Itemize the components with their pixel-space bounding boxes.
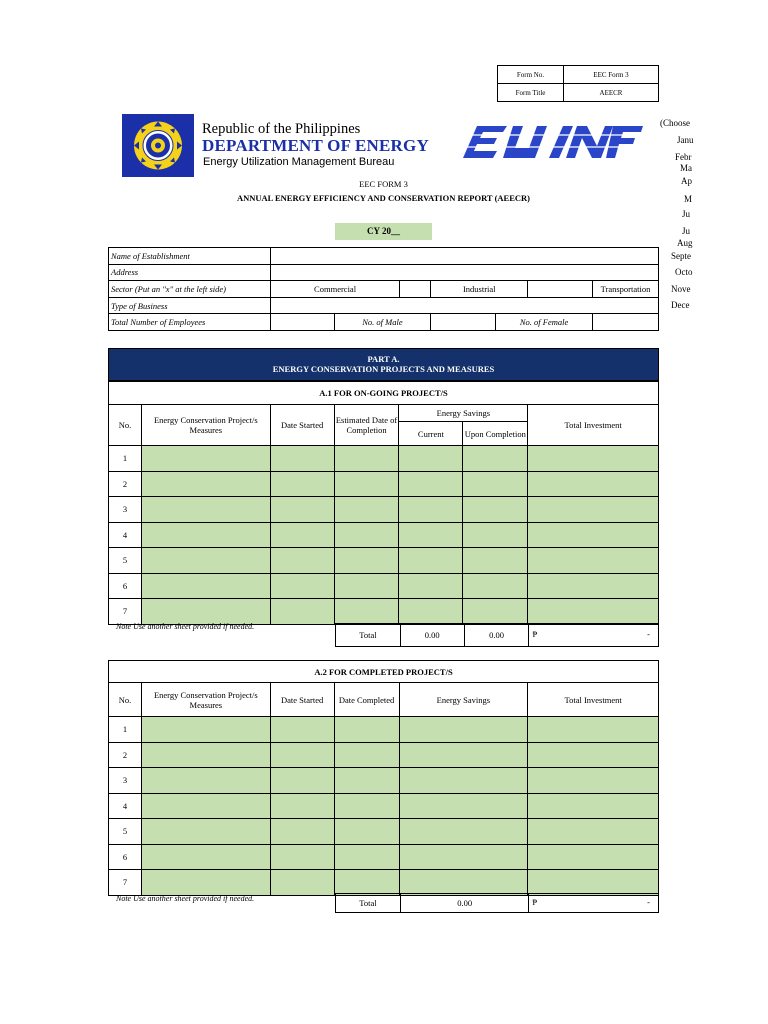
a1-col-estimated-completion: Estimated Date of Completion — [334, 405, 399, 446]
a2-col-date-started: Date Started — [270, 683, 334, 717]
a2-project-cell[interactable] — [141, 768, 270, 794]
a1-col-no: No. — [109, 405, 142, 446]
a2-completed-cell[interactable] — [334, 819, 399, 845]
male-label: No. of Male — [334, 314, 431, 331]
table-row — [109, 717, 659, 743]
month-item[interactable]: Janu — [677, 135, 694, 145]
peso-sign: ₱ — [532, 897, 538, 907]
form-title-label: Form Title — [498, 84, 564, 102]
a1-estimated-cell[interactable] — [334, 573, 399, 599]
a2-row-number: 1 — [109, 717, 142, 743]
a1-col-date-started: Date Started — [270, 405, 334, 446]
a1-started-cell[interactable] — [270, 573, 334, 599]
table-row — [109, 471, 659, 497]
month-item[interactable]: Octo — [675, 267, 693, 277]
month-item[interactable]: Aug — [677, 238, 693, 248]
a1-row-number: 6 — [109, 573, 142, 599]
a1-current-cell[interactable] — [399, 522, 463, 548]
a2-total-row — [335, 893, 659, 913]
a2-started-cell[interactable] — [270, 793, 334, 819]
a1-estimated-cell[interactable] — [334, 446, 399, 472]
bureau-text: Energy Utilization Management Bureau — [203, 156, 395, 168]
a1-project-cell[interactable] — [141, 522, 270, 548]
a1-project-cell[interactable] — [141, 471, 270, 497]
a2-project-cell[interactable] — [141, 717, 270, 743]
a1-current-cell[interactable] — [399, 573, 463, 599]
a1-upon-cell[interactable] — [463, 548, 528, 574]
a2-investment-cell[interactable] — [528, 717, 659, 743]
a1-current-cell[interactable] — [399, 599, 463, 625]
a2-col-no: No. — [109, 683, 142, 717]
a1-estimated-cell[interactable] — [334, 599, 399, 625]
a2-savings-cell[interactable] — [399, 793, 528, 819]
table-row — [109, 870, 659, 896]
a1-started-cell[interactable] — [270, 599, 334, 625]
female-input[interactable] — [592, 314, 658, 331]
a2-savings-cell[interactable] — [399, 768, 528, 794]
a2-row-number: 3 — [109, 768, 142, 794]
a2-investment-cell[interactable] — [528, 819, 659, 845]
male-input[interactable] — [431, 314, 496, 331]
table-row — [109, 548, 659, 574]
a2-row-number: 6 — [109, 844, 142, 870]
a2-savings-cell[interactable] — [399, 870, 528, 896]
a1-current-cell[interactable] — [399, 446, 463, 472]
a1-project-cell[interactable] — [141, 599, 270, 625]
a2-col-energy-savings: Energy Savings — [399, 683, 528, 717]
form-number-title: EEC FORM 3 — [359, 179, 408, 189]
a2-investment-cell[interactable] — [528, 870, 659, 896]
month-item[interactable]: Septe — [671, 251, 691, 261]
month-item[interactable]: Dece — [671, 300, 690, 310]
form-no-value: EEC Form 3 — [564, 66, 659, 84]
a1-estimated-cell[interactable] — [334, 522, 399, 548]
table-row — [109, 844, 659, 870]
a1-col-project: Energy Conservation Project/s Measures — [141, 405, 270, 446]
a1-col-energy-savings: Energy Savings — [399, 405, 528, 422]
a2-row-number: 5 — [109, 819, 142, 845]
a1-col-total-investment: Total Investment — [528, 405, 659, 446]
form-title-value: AEECR — [564, 84, 659, 102]
table-row — [109, 742, 659, 768]
form-no-label: Form No. — [498, 66, 564, 84]
table-row — [109, 522, 659, 548]
a1-investment-cell[interactable] — [528, 471, 659, 497]
a2-investment-cell[interactable] — [528, 768, 659, 794]
a2-investment-cell[interactable] — [528, 844, 659, 870]
a2-col-project: Energy Conservation Project/s Measures — [141, 683, 270, 717]
a1-row-number: 7 — [109, 599, 142, 625]
a2-completed-cell[interactable] — [334, 844, 399, 870]
a1-estimated-cell[interactable] — [334, 497, 399, 523]
month-item[interactable]: Ma — [680, 163, 692, 173]
peso-sign: ₱ — [532, 629, 538, 639]
a2-project-cell[interactable] — [141, 844, 270, 870]
a2-col-date-completed: Date Completed — [334, 683, 399, 717]
a1-project-cell[interactable] — [141, 573, 270, 599]
month-item[interactable]: Ap — [681, 176, 692, 186]
doe-seal-logo — [122, 114, 194, 177]
a1-row-number: 1 — [109, 446, 142, 472]
a1-row-number: 2 — [109, 471, 142, 497]
a2-total-savings: 0.00 — [400, 894, 529, 913]
table-row — [109, 573, 659, 599]
a1-total-row — [335, 623, 659, 647]
a1-total-label: Total — [336, 624, 401, 647]
a1-investment-cell[interactable] — [528, 548, 659, 574]
a1-title: A.1 FOR ON-GOING PROJECT/S — [109, 382, 659, 405]
sector-transportation-label: Transportation — [592, 281, 658, 298]
a2-savings-cell[interactable] — [399, 844, 528, 870]
a1-total-investment — [529, 624, 659, 647]
a2-total-investment — [529, 894, 659, 913]
a1-started-cell[interactable] — [270, 522, 334, 548]
part-a-header — [108, 348, 659, 381]
month-item[interactable]: Ju — [682, 226, 691, 236]
a2-project-cell[interactable] — [141, 742, 270, 768]
a2-started-cell[interactable] — [270, 844, 334, 870]
month-item[interactable]: Nove — [671, 284, 691, 294]
table-row — [109, 446, 659, 472]
a2-started-cell[interactable] — [270, 768, 334, 794]
a1-upon-cell[interactable] — [463, 446, 528, 472]
a2-project-cell[interactable] — [141, 870, 270, 896]
a1-upon-cell[interactable] — [463, 522, 528, 548]
a2-started-cell[interactable] — [270, 717, 334, 743]
a2-completed-cell[interactable] — [334, 870, 399, 896]
a1-estimated-cell[interactable] — [334, 471, 399, 497]
a1-started-cell[interactable] — [270, 471, 334, 497]
a2-completed-projects-table — [108, 660, 659, 896]
a1-upon-cell[interactable] — [463, 573, 528, 599]
eumb-logo — [463, 124, 643, 160]
a2-started-cell[interactable] — [270, 742, 334, 768]
a1-project-cell[interactable] — [141, 548, 270, 574]
a1-upon-cell[interactable] — [463, 471, 528, 497]
a1-col-current: Current — [399, 422, 463, 446]
table-row — [109, 819, 659, 845]
a1-ongoing-projects-table — [108, 381, 659, 625]
a1-investment-cell[interactable] — [528, 522, 659, 548]
a2-savings-cell[interactable] — [399, 717, 528, 743]
a1-note: Note Use another sheet provided if needed. — [116, 622, 255, 631]
sector-label: Sector (Put an "x" at the left side) — [109, 281, 271, 298]
part-a-subtitle: ENERGY CONSERVATION PROJECTS AND MEASURES — [272, 364, 495, 374]
a1-investment-cell[interactable] — [528, 599, 659, 625]
employees-total-input[interactable] — [270, 314, 334, 331]
a2-completed-cell[interactable] — [334, 768, 399, 794]
a1-total-upon: 0.00 — [464, 624, 529, 647]
a1-upon-cell[interactable] — [463, 497, 528, 523]
a2-project-cell[interactable] — [141, 793, 270, 819]
sector-industrial-label: Industrial — [431, 281, 528, 298]
a1-estimated-cell[interactable] — [334, 548, 399, 574]
a1-investment-cell[interactable] — [528, 446, 659, 472]
a2-project-cell[interactable] — [141, 819, 270, 845]
a2-total-investment-value: - — [647, 897, 650, 907]
a1-row-number: 4 — [109, 522, 142, 548]
a2-completed-cell[interactable] — [334, 742, 399, 768]
month-item[interactable]: Febr — [675, 152, 692, 162]
sector-industrial-checkbox[interactable] — [528, 281, 593, 298]
department-text: DEPARTMENT OF ENERGY — [202, 136, 429, 155]
a2-started-cell[interactable] — [270, 819, 334, 845]
employees-label: Total Number of Employees — [109, 314, 271, 331]
a1-started-cell[interactable] — [270, 446, 334, 472]
address-label: Address — [109, 264, 271, 281]
a2-col-total-investment: Total Investment — [528, 683, 659, 717]
a2-row-number: 7 — [109, 870, 142, 896]
establishment-info-table — [108, 247, 659, 331]
a1-current-cell[interactable] — [399, 471, 463, 497]
a1-started-cell[interactable] — [270, 497, 334, 523]
business-type-label: Type of Business — [109, 297, 271, 314]
a1-row-number: 3 — [109, 497, 142, 523]
republic-text: Republic of the Philippines — [202, 121, 361, 137]
table-row — [109, 768, 659, 794]
a2-investment-cell[interactable] — [528, 742, 659, 768]
table-row — [109, 497, 659, 523]
part-a-title: PART A. — [367, 354, 400, 364]
a1-col-upon-completion: Upon Completion — [463, 422, 528, 446]
table-row — [109, 599, 659, 625]
a2-started-cell[interactable] — [270, 870, 334, 896]
a1-current-cell[interactable] — [399, 497, 463, 523]
a1-upon-cell[interactable] — [463, 599, 528, 625]
a1-total-current: 0.00 — [400, 624, 464, 647]
a2-note: Note Use another sheet provided if needed. — [116, 894, 255, 903]
establishment-input[interactable] — [270, 248, 658, 265]
a2-title: A.2 FOR COMPLETED PROJECT/S — [109, 661, 659, 683]
a2-completed-cell[interactable] — [334, 717, 399, 743]
sector-commercial-checkbox[interactable] — [400, 281, 431, 298]
form-meta-box — [497, 65, 659, 102]
address-input[interactable] — [270, 264, 658, 281]
a1-row-number: 5 — [109, 548, 142, 574]
a1-project-cell[interactable] — [141, 446, 270, 472]
a1-current-cell[interactable] — [399, 548, 463, 574]
a1-started-cell[interactable] — [270, 548, 334, 574]
a1-investment-cell[interactable] — [528, 497, 659, 523]
calendar-year-field[interactable]: CY 20__ — [335, 223, 432, 240]
a2-savings-cell[interactable] — [399, 742, 528, 768]
a2-row-number: 4 — [109, 793, 142, 819]
report-title: ANNUAL ENERGY EFFICIENCY AND CONSERVATION REPORT (AEECR) — [236, 193, 530, 203]
a1-investment-cell[interactable] — [528, 573, 659, 599]
business-type-input[interactable] — [270, 297, 658, 314]
a2-total-label: Total — [336, 894, 401, 913]
a2-investment-cell[interactable] — [528, 793, 659, 819]
a2-savings-cell[interactable] — [399, 819, 528, 845]
month-item[interactable]: M — [684, 194, 693, 204]
month-item[interactable]: Ju — [682, 209, 691, 219]
a1-project-cell[interactable] — [141, 497, 270, 523]
establishment-label: Name of Establishment — [109, 248, 271, 265]
sector-commercial-label: Commercial — [270, 281, 400, 298]
month-choose-label: (Choose — [660, 118, 690, 128]
a2-row-number: 2 — [109, 742, 142, 768]
table-row — [109, 793, 659, 819]
female-label: No. of Female — [496, 314, 593, 331]
a2-completed-cell[interactable] — [334, 793, 399, 819]
a1-total-investment-value: - — [647, 629, 650, 639]
